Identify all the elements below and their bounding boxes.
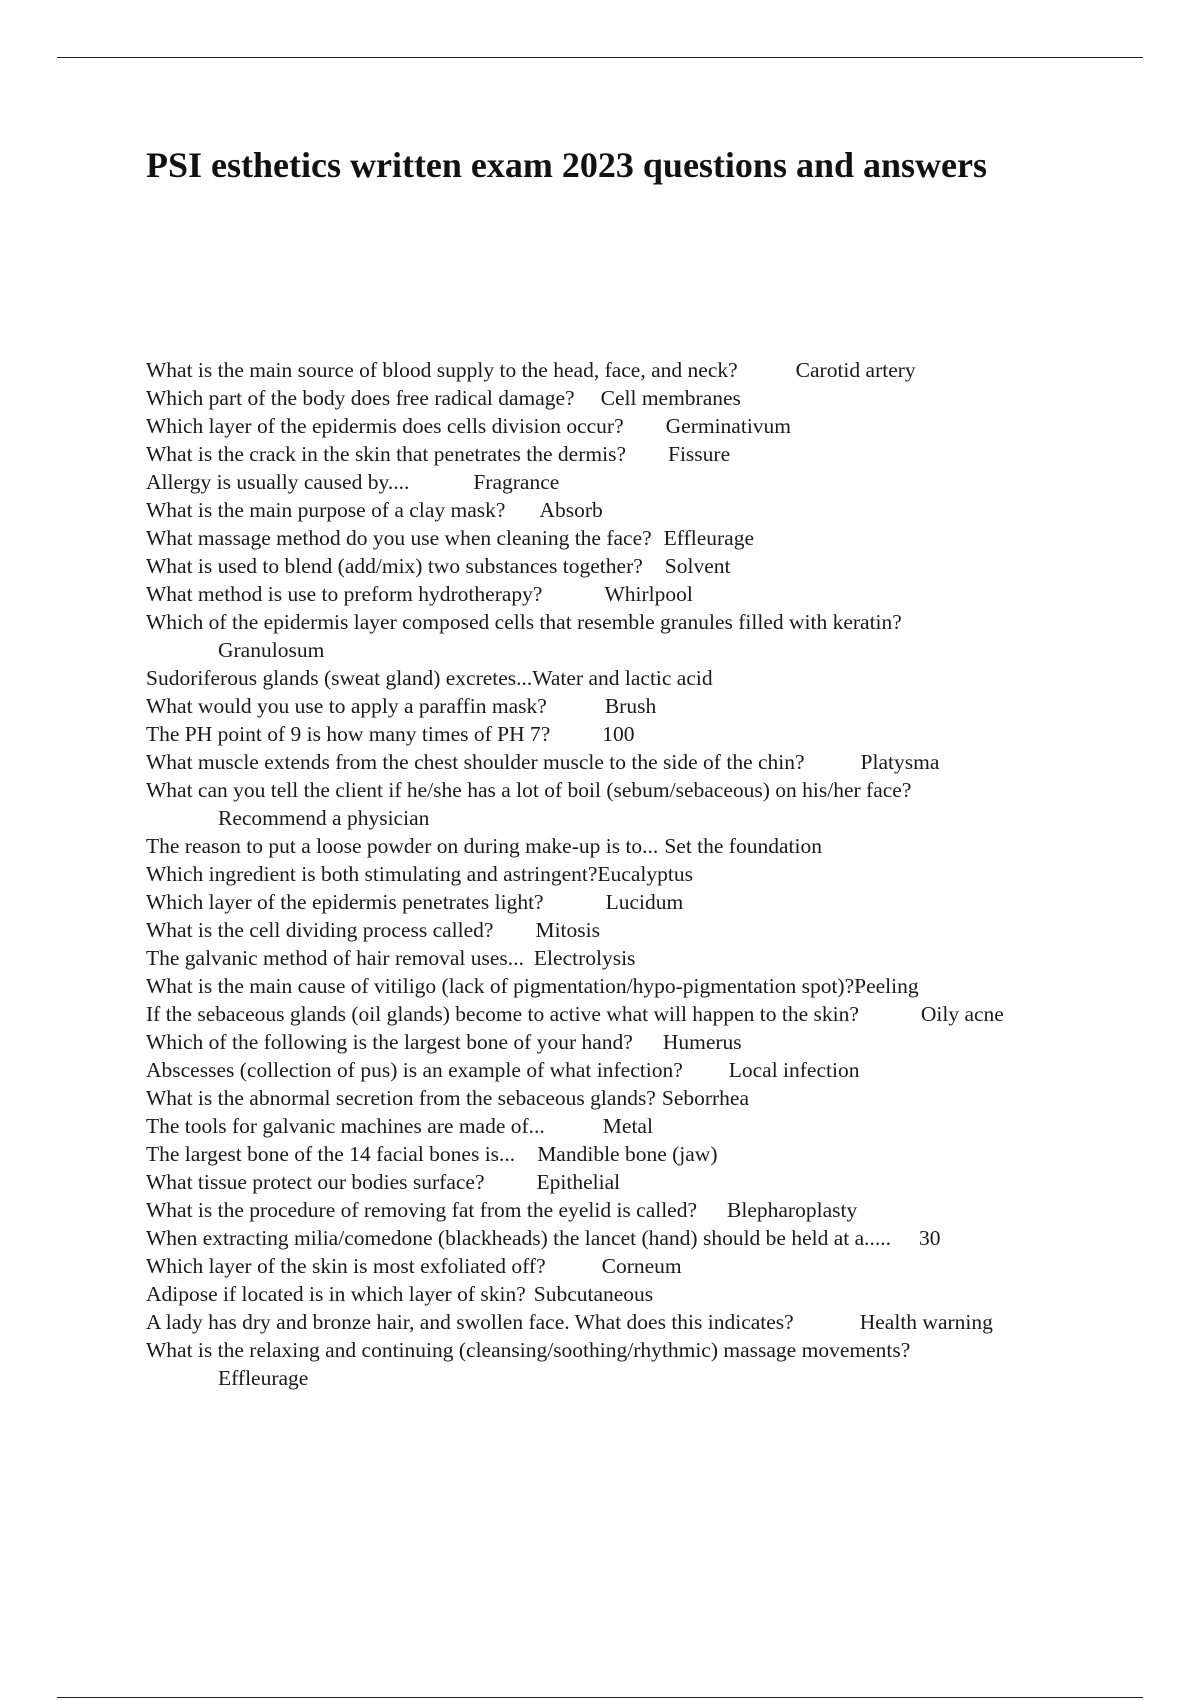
- answer: Eucalyptus: [597, 862, 693, 886]
- answer: Granulosum: [218, 638, 325, 662]
- answer: Absorb: [539, 498, 603, 522]
- qa-item: [146, 944, 1066, 972]
- question: What muscle extends from the chest shoulder muscle to the side of the chin?: [146, 750, 805, 774]
- question: What is the abnormal secretion from the sebaceous glands?: [146, 1086, 656, 1110]
- answer: Blepharoplasty: [727, 1198, 858, 1222]
- qa-item: [146, 692, 1066, 720]
- qa-item: [146, 552, 1066, 580]
- qa-item: [146, 412, 1066, 440]
- question: The galvanic method of hair removal uses...: [146, 946, 524, 970]
- answer: Corneum: [601, 1254, 682, 1278]
- answer: Brush: [604, 694, 657, 718]
- answer: Epithelial: [536, 1170, 621, 1194]
- qa-item: [146, 1308, 1066, 1336]
- qa-item: [146, 1280, 1066, 1308]
- qa-item: [146, 972, 1066, 1000]
- question: Adipose if located is in which layer of skin?: [146, 1282, 526, 1306]
- qa-item: [146, 1056, 1066, 1084]
- question: Which part of the body does free radical damage?: [146, 386, 575, 410]
- qa-item: [146, 664, 1066, 692]
- question: Which layer of the epidermis penetrates light?: [146, 890, 544, 914]
- qa-item: [146, 1168, 1066, 1196]
- answer: Platysma: [860, 750, 940, 774]
- question: If the sebaceous glands (oil glands) become to active what will happen to the skin?: [146, 1002, 859, 1026]
- question: A lady has dry and bronze hair, and swollen face. What does this indicates?: [146, 1310, 794, 1334]
- question: Which of the epidermis layer composed cells that resemble granules filled with keratin?: [146, 610, 902, 634]
- qa-item: [146, 468, 1066, 496]
- answer: Electrolysis: [533, 946, 636, 970]
- question: What is the cell dividing process called?: [146, 918, 494, 942]
- question: Which of the following is the largest bone of your hand?: [146, 1030, 633, 1054]
- question: What can you tell the client if he/she has a lot of boil (sebum/sebaceous) on his/her face?: [146, 778, 912, 802]
- question: What is used to blend (add/mix) two substances together?: [146, 554, 643, 578]
- answer: Whirlpool: [604, 582, 693, 606]
- question: The tools for galvanic machines are made of...: [146, 1114, 545, 1138]
- question: Allergy is usually caused by....: [146, 470, 410, 494]
- question: The largest bone of the 14 facial bones is...: [146, 1142, 516, 1166]
- question: What is the procedure of removing fat from the eyelid is called?: [146, 1198, 698, 1222]
- answer: Cell membranes: [600, 386, 741, 410]
- qa-item: [146, 1252, 1066, 1280]
- qa-item: [146, 860, 1066, 888]
- question: What would you use to apply a paraffin mask?: [146, 694, 547, 718]
- qa-item: [146, 1224, 1066, 1252]
- qa-item: [146, 1028, 1066, 1056]
- answer: Solvent: [664, 554, 731, 578]
- question: What tissue protect our bodies surface?: [146, 1170, 485, 1194]
- qa-item: [146, 776, 1066, 832]
- question: What is the main source of blood supply to the head, face, and neck?: [146, 358, 738, 382]
- question: What massage method do you use when cleaning the face?: [146, 526, 652, 550]
- answer: 100: [602, 722, 635, 746]
- answer: Recommend a physician: [218, 806, 430, 830]
- question: The PH point of 9 is how many times of PH 7?: [146, 722, 551, 746]
- question: Which layer of the epidermis does cells division occur?: [146, 414, 624, 438]
- question: Sudoriferous glands (sweat gland) excretes...: [146, 666, 533, 690]
- answer: 30: [919, 1226, 941, 1250]
- qa-item: [146, 356, 1066, 384]
- answer: Fragrance: [473, 470, 560, 494]
- question: The reason to put a loose powder on during make-up is to...: [146, 834, 659, 858]
- answer: Local infection: [728, 1058, 860, 1082]
- answer: Mitosis: [535, 918, 600, 942]
- document-title: PSI esthetics written exam 2023 questions and answers: [146, 145, 987, 185]
- question: What is the main purpose of a clay mask?: [146, 498, 506, 522]
- answer: Lucidum: [605, 890, 684, 914]
- qa-item: [146, 1084, 1066, 1112]
- qa-item: [146, 916, 1066, 944]
- question: What is the crack in the skin that penetrates the dermis?: [146, 442, 626, 466]
- answer: Peeling: [854, 974, 919, 998]
- qa-item: [146, 524, 1066, 552]
- qa-item: [146, 440, 1066, 468]
- answer: Subcutaneous: [533, 1282, 654, 1306]
- answer: Mandible bone (jaw): [537, 1142, 718, 1166]
- qa-list: [146, 356, 1066, 1392]
- answer: Humerus: [662, 1030, 742, 1054]
- qa-item: [146, 720, 1066, 748]
- qa-item: [146, 1196, 1066, 1224]
- answer: Metal: [602, 1114, 653, 1138]
- question: What is the relaxing and continuing (cleansing/soothing/rhythmic) massage movements?: [146, 1338, 911, 1362]
- answer: Oily acne: [920, 1002, 1004, 1026]
- question: Abscesses (collection of pus) is an example of what infection?: [146, 1058, 683, 1082]
- qa-item: [146, 748, 1066, 776]
- qa-item: [146, 1112, 1066, 1140]
- qa-item: [146, 832, 1066, 860]
- answer: Set the foundation: [664, 834, 822, 858]
- qa-item: [146, 384, 1066, 412]
- qa-item: [146, 608, 1066, 664]
- answer: Carotid artery: [795, 358, 916, 382]
- top-rule: [57, 57, 1143, 58]
- question: When extracting milia/comedone (blackheads) the lancet (hand) should be held at a.....: [146, 1226, 892, 1250]
- qa-item: [146, 1140, 1066, 1168]
- answer: Water and lactic acid: [532, 666, 713, 690]
- answer: Germinativum: [665, 414, 792, 438]
- qa-item: [146, 580, 1066, 608]
- question: Which layer of the skin is most exfoliated off?: [146, 1254, 546, 1278]
- qa-item: [146, 1336, 1066, 1392]
- answer: Effleurage: [218, 1366, 309, 1390]
- answer: Fissure: [668, 442, 731, 466]
- answer: Seborrhea: [661, 1086, 750, 1110]
- question: What is the main cause of vitiligo (lack of pigmentation/hypo-pigmentation spot)?: [146, 974, 855, 998]
- answer: Effleurage: [663, 526, 754, 550]
- bottom-rule: [57, 1697, 1143, 1698]
- qa-item: [146, 888, 1066, 916]
- answer: Health warning: [859, 1310, 993, 1334]
- question: What method is use to preform hydrotherapy?: [146, 582, 543, 606]
- question: Which ingredient is both stimulating and astringent?: [146, 862, 598, 886]
- qa-item: [146, 1000, 1066, 1028]
- qa-item: [146, 496, 1066, 524]
